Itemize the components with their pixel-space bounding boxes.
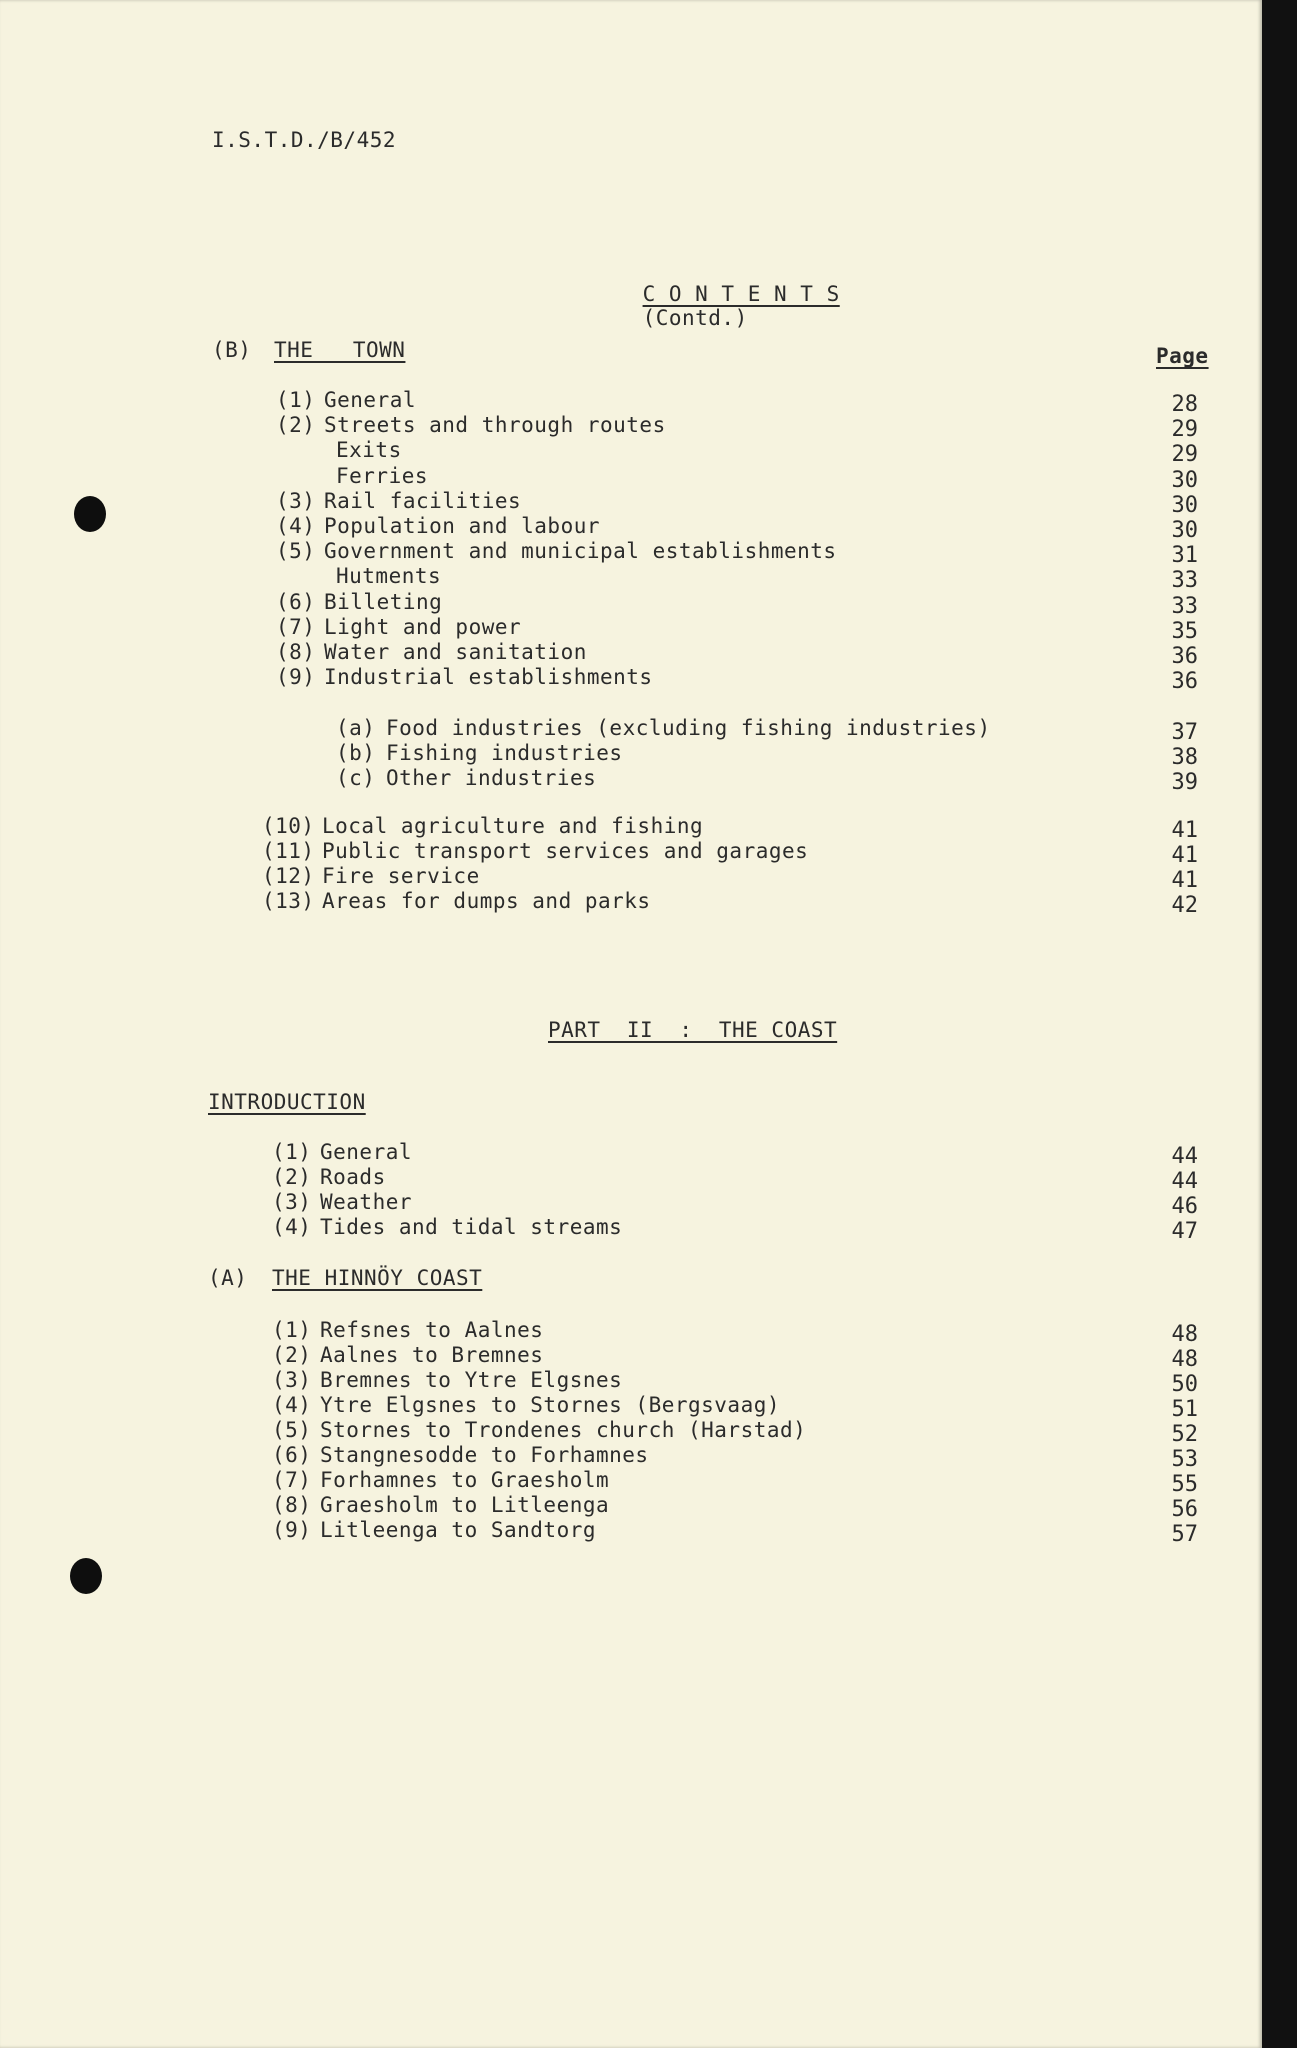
entry-title: Exits bbox=[336, 438, 402, 463]
entry-number: (2) bbox=[272, 1165, 312, 1189]
entry-number: (13) bbox=[262, 889, 315, 913]
section-a-label: (A) bbox=[208, 1266, 248, 1290]
entry-page-number: 48 bbox=[1171, 1347, 1198, 1372]
entry-number: (9) bbox=[272, 1518, 312, 1542]
entry-page-number: 44 bbox=[1171, 1144, 1198, 1169]
entry-title: Hutments bbox=[336, 564, 442, 589]
entry-page-number: 41 bbox=[1171, 868, 1198, 893]
entry-title: Other industries bbox=[386, 766, 597, 790]
document-reference: I.S.T.D./B/452 bbox=[212, 128, 397, 152]
entry-page-number: 51 bbox=[1171, 1397, 1198, 1422]
entry-title: Stangnesodde to Forhamnes bbox=[320, 1443, 649, 1467]
entry-title: Public transport services and garages bbox=[322, 839, 809, 863]
entry-page-number: 53 bbox=[1171, 1447, 1198, 1472]
entry-number: (c) bbox=[336, 766, 376, 790]
part-two-title: PART II : THE COAST bbox=[548, 1018, 838, 1042]
entry-number: (11) bbox=[262, 839, 315, 863]
entry-page-number: 36 bbox=[1171, 644, 1198, 669]
entry-title: Tides and tidal streams bbox=[320, 1215, 623, 1239]
entry-page-number: 28 bbox=[1171, 392, 1198, 417]
introduction-title: INTRODUCTION bbox=[208, 1090, 366, 1114]
entry-title: Food industries (excluding fishing industries) bbox=[386, 716, 991, 740]
entry-number: (3) bbox=[272, 1190, 312, 1214]
entry-title: Weather bbox=[320, 1190, 413, 1214]
entry-title: Ferries bbox=[336, 463, 429, 488]
entry-page-number: 52 bbox=[1171, 1422, 1198, 1447]
entry-page-number: 48 bbox=[1171, 1322, 1198, 1347]
entry-page-number: 29 bbox=[1171, 417, 1198, 443]
entry-number: (8) bbox=[272, 1493, 312, 1517]
entry-number: (3) bbox=[276, 488, 316, 513]
entry-page-number: 39 bbox=[1171, 770, 1198, 795]
entry-page-number: 29 bbox=[1171, 442, 1198, 468]
entry-title: General bbox=[324, 388, 417, 412]
entry-number: (10) bbox=[262, 814, 315, 838]
entry-page-number: 37 bbox=[1171, 720, 1198, 745]
entry-title: Government and municipal establishments bbox=[324, 539, 837, 564]
entry-page-number: 50 bbox=[1171, 1372, 1198, 1397]
entry-title: Fishing industries bbox=[386, 741, 623, 765]
entry-page-number: 30 bbox=[1171, 467, 1198, 493]
entry-page-number: 41 bbox=[1171, 818, 1198, 843]
entry-title: Refsnes to Aalnes bbox=[320, 1318, 544, 1342]
entry-page-number: 57 bbox=[1171, 1522, 1198, 1547]
entry-title: Streets and through routes bbox=[324, 413, 666, 438]
entry-number: (a) bbox=[336, 716, 376, 740]
entry-title: Rail facilities bbox=[324, 488, 522, 513]
entry-page-number: 56 bbox=[1171, 1497, 1198, 1522]
entry-number: (12) bbox=[262, 864, 315, 888]
entry-page-number: 36 bbox=[1171, 669, 1198, 695]
entry-title: Billeting bbox=[324, 589, 443, 614]
entry-title: Water and sanitation bbox=[324, 640, 587, 664]
entry-number: (1) bbox=[272, 1318, 312, 1342]
entry-title: Roads bbox=[320, 1165, 386, 1189]
entry-title: Areas for dumps and parks bbox=[322, 889, 651, 913]
entry-title: Population and labour bbox=[324, 514, 601, 538]
entry-number: (3) bbox=[272, 1368, 312, 1392]
entry-title: Aalnes to Bremnes bbox=[320, 1343, 544, 1367]
entry-number: (6) bbox=[272, 1443, 312, 1467]
entry-number: (1) bbox=[272, 1140, 312, 1164]
entry-number: (5) bbox=[272, 1418, 312, 1442]
entry-title: Bremnes to Ytre Elgsnes bbox=[320, 1368, 623, 1392]
entry-number: (2) bbox=[272, 1343, 312, 1367]
entry-number: (6) bbox=[276, 589, 316, 614]
entry-page-number: 30 bbox=[1171, 518, 1198, 543]
entry-page-number: 33 bbox=[1171, 568, 1198, 594]
entry-page-number: 42 bbox=[1171, 893, 1198, 918]
entry-page-number: 55 bbox=[1171, 1472, 1198, 1497]
entry-title: Graesholm to Litleenga bbox=[320, 1493, 610, 1517]
entry-page-number: 35 bbox=[1171, 618, 1198, 644]
entry-title: Industrial establishments bbox=[324, 665, 653, 690]
entry-title: General bbox=[320, 1140, 413, 1164]
contents-title-suffix: (Contd.) bbox=[642, 306, 748, 330]
entry-title: Local agriculture and fishing bbox=[322, 814, 704, 838]
punch-hole-top bbox=[74, 496, 106, 532]
entry-number: (5) bbox=[276, 539, 316, 564]
contents-title-main: C O N T E N T S bbox=[642, 282, 840, 306]
entry-number: (7) bbox=[276, 614, 316, 639]
entry-page-number: 41 bbox=[1171, 843, 1198, 868]
entry-number: (7) bbox=[272, 1468, 312, 1492]
entry-page-number: 46 bbox=[1171, 1194, 1198, 1219]
entry-page-number: 47 bbox=[1171, 1219, 1198, 1244]
entry-number: (2) bbox=[276, 413, 316, 438]
section-b-label: (B) bbox=[212, 338, 252, 362]
entry-number: (8) bbox=[276, 640, 316, 664]
entry-title: Ytre Elgsnes to Stornes (Bergsvaag) bbox=[320, 1393, 781, 1417]
entry-number: (4) bbox=[276, 514, 316, 538]
entry-page-number: 38 bbox=[1171, 745, 1198, 770]
entry-title: Forhamnes to Graesholm bbox=[320, 1468, 610, 1492]
entry-title: Litleenga to Sandtorg bbox=[320, 1518, 597, 1542]
entry-page-number: 31 bbox=[1171, 543, 1198, 569]
entry-number: (9) bbox=[276, 665, 316, 690]
entry-page-number: 30 bbox=[1171, 492, 1198, 518]
contents-title bbox=[590, 258, 840, 354]
entry-title: Stornes to Trondenes church (Harstad) bbox=[320, 1418, 807, 1442]
page-column-header: Page bbox=[1156, 344, 1209, 368]
entry-number: (1) bbox=[276, 388, 316, 412]
section-b-title: THE TOWN bbox=[274, 338, 406, 362]
entry-number: (4) bbox=[272, 1393, 312, 1417]
entry-number: (4) bbox=[272, 1215, 312, 1239]
section-a-title: THE HINNÖY COAST bbox=[272, 1266, 483, 1290]
entry-page-number: 33 bbox=[1171, 593, 1198, 619]
entry-title: Light and power bbox=[324, 614, 522, 639]
entry-page-number: 44 bbox=[1171, 1169, 1198, 1194]
punch-hole-bottom bbox=[70, 1558, 102, 1594]
entry-number: (b) bbox=[336, 741, 376, 765]
entry-title: Fire service bbox=[322, 864, 480, 888]
